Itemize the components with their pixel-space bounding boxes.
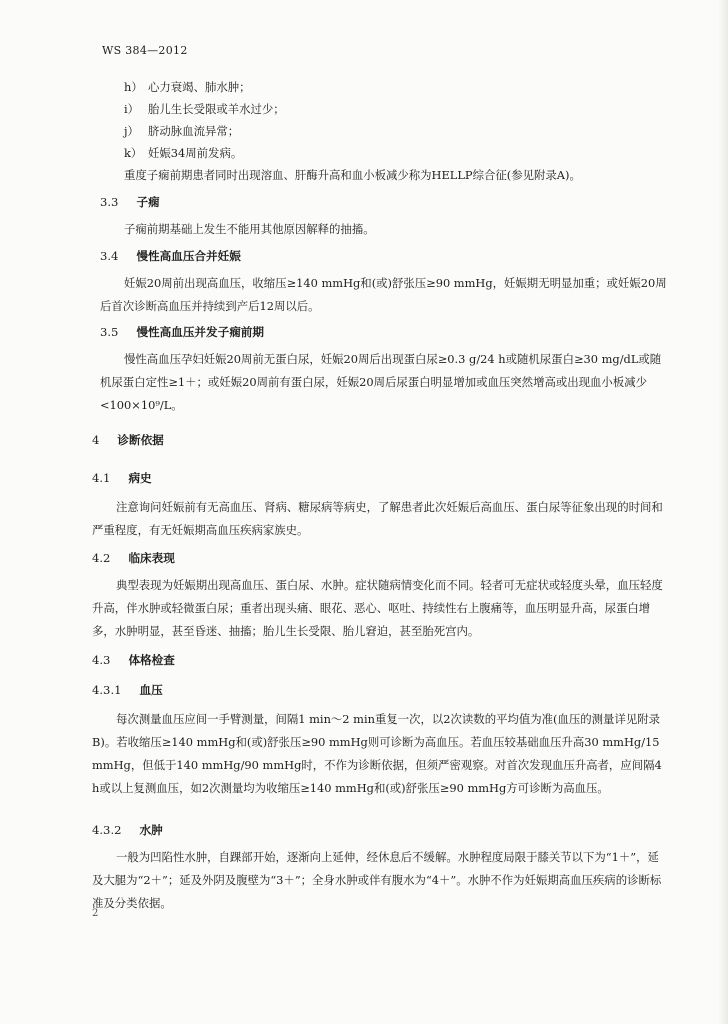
section-heading-3-5 (100, 324, 264, 340)
section-heading-4-3-1 (92, 682, 163, 698)
list-item (124, 120, 239, 143)
section-heading-3-4 (100, 248, 241, 264)
section-title: 临床表现 (128, 551, 175, 565)
section-number: 3.3 (100, 195, 119, 209)
list-item-text: 胎儿生长受限或羊水过少； (148, 102, 285, 116)
section-title: 慢性高血压并发子痫前期 (136, 325, 264, 339)
section-number: 4.3 (92, 653, 111, 667)
list-item-text: 妊娠34周前发病。 (148, 146, 243, 160)
list-item-label: h） (124, 80, 143, 94)
list-item (124, 142, 242, 165)
section-heading-4-1 (92, 470, 152, 486)
list-item (124, 98, 285, 121)
list-item-text: 脐动脉血流异常； (148, 124, 240, 138)
list-item (124, 76, 251, 99)
section-number: 4.3.1 (92, 683, 122, 697)
list-item-text: 心力衰竭、肺水肿； (148, 80, 251, 94)
section-number: 4.2 (92, 551, 111, 565)
section-number: 4 (92, 433, 100, 447)
section-body-4-1: 注意询问妊娠前有无高血压、肾病、糖尿病等病史，了解患者此次妊娠后高血压、蛋白尿等征象出现的时间和严重程度，有无妊娠期高血压疾病家族史。 (92, 500, 663, 537)
section-heading-4-3 (92, 652, 175, 668)
section-title: 子痫 (136, 195, 160, 209)
section-title: 病史 (128, 471, 152, 485)
section-title: 血压 (139, 683, 163, 697)
section-body-4-3-1: 每次测量血压应间一手臂测量，间隔1 min～2 min重复一次，以2次读数的平均值为准(血压的测量详见附录B)。若收缩压≥140 mmHg和(或)舒张压≥90 mmHg则可诊断为高血压。若血压较基础血压升高30 mmHg/15 mmHg，但低于140 mmHg/90 mmHg时，不作为诊断依据，但须严密观察。对首次发现血压升高者，应间隔4 h或以上复测血压，如2次测量均为收缩压≥140 mmHg和(或)舒张压≥90 mmHg方可诊断为高血压。 (92, 712, 662, 795)
section-body-3-3: 子痫前期基础上发生不能用其他原因解释的抽搐。 (124, 222, 375, 236)
section-title: 慢性高血压合并妊娠 (136, 249, 241, 263)
page-number: 2 (92, 908, 99, 919)
section-number: 3.5 (100, 325, 119, 339)
section-body-3-4: 妊娠20周前出现高血压，收缩压≥140 mmHg和(或)舒张压≥90 mmHg，妊娠期无明显加重；或妊娠20周后首次诊断高血压并持续到产后12周以后。 (100, 276, 667, 313)
section-body-3-5: 慢性高血压孕妇妊娠20周前无蛋白尿，妊娠20周后出现蛋白尿≥0.3 g/24 h或随机尿蛋白≥30 mg/dL或随机尿蛋白定性≥1＋；或妊娠20周前有蛋白尿，妊娠20周后尿蛋白明显增加或血压突然增高或出现血小板减少<100×10⁹/L。 (100, 352, 662, 412)
scan-edge-shadow (718, 0, 728, 1024)
section-title: 体格检查 (128, 653, 175, 667)
section-heading-4-3-2 (92, 822, 163, 838)
list-item-label: k） (124, 146, 143, 160)
list-item-label: j） (124, 124, 139, 138)
section-heading-4 (92, 432, 164, 448)
list-item-label: i） (124, 102, 140, 116)
section-heading-3-3 (100, 194, 160, 210)
doc-code-header: WS 384—2012 (102, 44, 188, 57)
section-number: 3.4 (100, 249, 119, 263)
section-number: 4.3.2 (92, 823, 122, 837)
hellp-note: 重度子痫前期患者同时出现溶血、肝酶升高和血小板减少称为HELLP综合征(参见附录A)。 (124, 168, 581, 182)
section-body-4-3-2: 一般为凹陷性水肿，自踝部开始，逐渐向上延伸，经休息后不缓解。水肿程度局限于膝关节以下为“1＋”，延及大腿为“2＋”；延及外阴及腹壁为“3＋”；全身水肿或伴有腹水为“4＋”。水肿不作为妊娠期高血压疾病的诊断标准及分类依据。 (92, 850, 662, 910)
section-number: 4.1 (92, 471, 111, 485)
section-heading-4-2 (92, 550, 175, 566)
section-body-4-2: 典型表现为妊娠期出现高血压、蛋白尿、水肿。症状随病情变化而不同。轻者可无症状或轻度头晕，血压轻度升高，伴水肿或轻微蛋白尿；重者出现头痛、眼花、恶心、呕吐、持续性右上腹痛等，血压明显升高，尿蛋白增多，水肿明显，甚至昏迷、抽搐；胎儿生长受限、胎儿窘迫，甚至胎死宫内。 (92, 578, 663, 638)
section-title: 诊断依据 (117, 433, 164, 447)
section-title: 水肿 (139, 823, 163, 837)
